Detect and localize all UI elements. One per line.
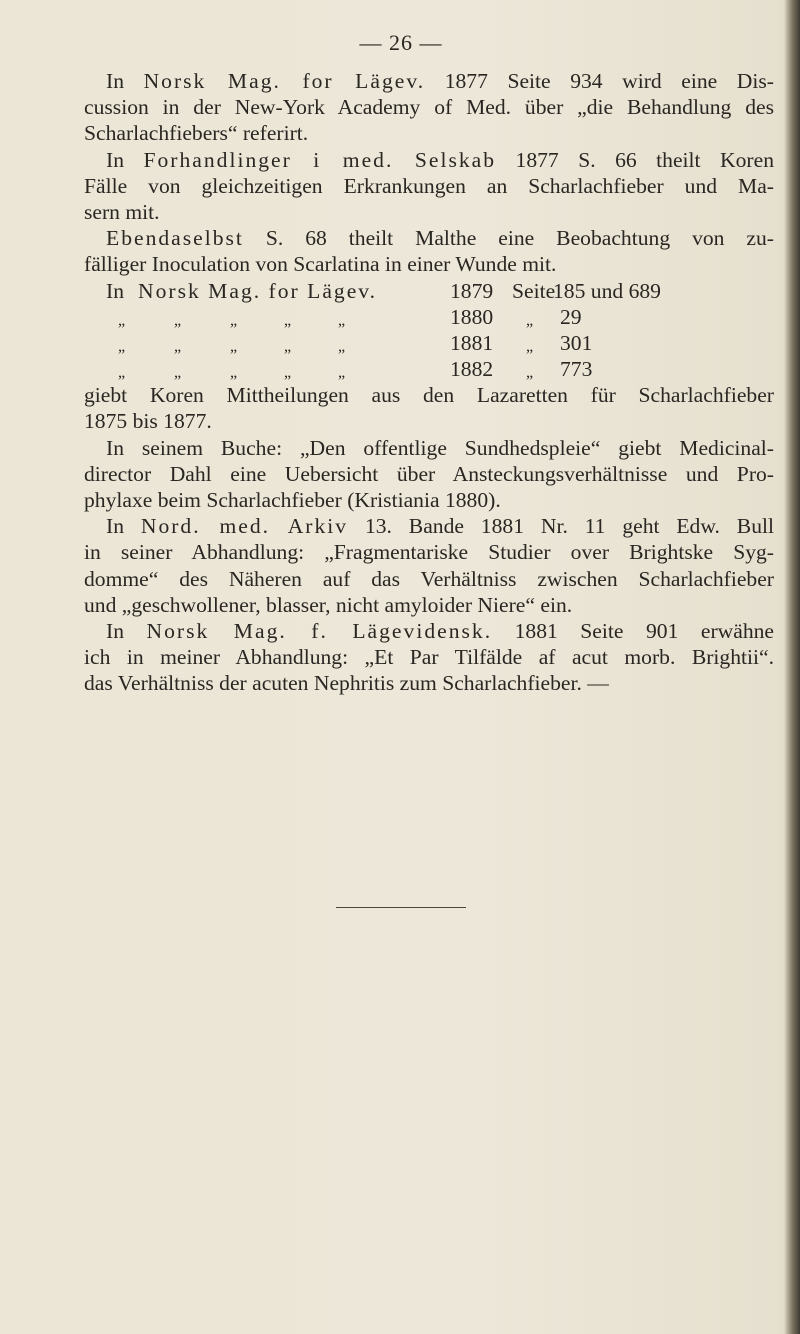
journal-title: Norsk Mag. for Lägev. <box>143 69 426 93</box>
paragraph-5-line-2: director Dahl eine Uebersicht über Ansteckungsverhältnisse und Pro- <box>84 461 774 486</box>
journal-title: Norsk Mag. f. Lägevidensk. <box>146 618 493 643</box>
table-year: 1882 <box>450 357 494 382</box>
reference-table-row: „ „ „ „ „ 1882 „ 773 <box>118 357 593 382</box>
lead-word: Ebendaselbst <box>106 226 244 251</box>
paragraph-6-line-1: In Nord. med. Arkiv 13. Bande 1881 Nr. 11 geht Edw. Bull <box>106 514 774 539</box>
paragraph-7-line-1: In Norsk Mag. f. Lägevidensk. 1881 Seite 901 erwähne <box>106 618 774 643</box>
table-year: 1881 <box>450 330 494 355</box>
paragraph-6-line-4: und „geschwollener, blasser, nicht amyloider Niere“ ein. <box>84 592 573 617</box>
table-pages: 773 <box>560 357 593 382</box>
page-number: — 26 — <box>359 30 443 55</box>
reference-table-row: „ „ „ „ „ 1881 „ 301 <box>118 330 593 355</box>
paragraph-2-line-3: sern mit. <box>84 199 160 224</box>
paragraph-1-line-3: Scharlachfiebers“ referirt. <box>84 121 309 146</box>
paragraph-3-line-2: fälliger Inoculation von Scarlatina in einer Wunde mit. <box>84 252 557 277</box>
paragraph-5-line-1: In seinem Buche: „Den offentlige Sundhedspleie“ giebt Medicinal- <box>106 435 774 460</box>
paragraph-5-line-3: phylaxe beim Scharlachfieber (Kristiania 1880). <box>84 488 501 512</box>
body-text <box>84 68 774 697</box>
paragraph-4-line-2: 1875 bis 1877. <box>84 409 212 434</box>
paragraph-7-line-2: ich in meiner Abhandlung: „Et Par Tilfälde af acut morb. Brightii“. <box>84 645 774 670</box>
paragraph-1-line-2: cussion in der New-York Academy of Med. über „die Behandlung des <box>84 95 774 120</box>
paragraph-2-line-1: In Forhandlinger i med. Selskab 1877 S. 66 theilt Koren <box>106 147 774 172</box>
paragraph-3-line-1: Ebendaselbst S. 68 theilt Malthe eine Beobachtung von zu- <box>106 226 774 251</box>
journal-title: Nord. med. Arkiv <box>140 514 349 539</box>
table-year: 1880 <box>450 304 494 329</box>
journal-title: Norsk Mag. for Lägev. <box>138 278 378 303</box>
paragraph-1-line-1: In Norsk Mag. for Lägev. 1877 Seite 934 wird eine Dis- <box>106 69 774 93</box>
table-year: 1879 <box>450 278 494 303</box>
paragraph-6-line-3: domme“ des Näheren auf das Verhältniss zwischen Scharlachfieber <box>84 566 774 591</box>
reference-table-row: In Norsk Mag. for Lägev. 1879 Seite 185 und 689 <box>106 278 661 303</box>
table-pages: 185 und 689 <box>553 278 661 303</box>
journal-title: Forhandlinger i med. Selskab <box>143 147 497 172</box>
paragraph-4-line-1: giebt Koren Mittheilungen aus den Lazaretten für Scharlachfieber <box>84 383 774 408</box>
section-divider <box>336 907 466 908</box>
page-edge-shadow <box>784 0 800 1334</box>
reference-table-row: „ „ „ „ „ 1880 „ 29 <box>118 304 582 329</box>
table-pages: 29 <box>560 304 582 329</box>
paragraph-7-line-3: das Verhältniss der acuten Nephritis zum Scharlachfieber. — <box>84 671 609 696</box>
paragraph-6-line-2: in seiner Abhandlung: „Fragmentariske Studier over Brightske Syg- <box>84 540 774 565</box>
paragraph-2-line-2: Fälle von gleichzeitigen Erkrankungen an Scharlachfieber und Ma- <box>84 173 774 198</box>
table-pages: 301 <box>560 330 593 355</box>
